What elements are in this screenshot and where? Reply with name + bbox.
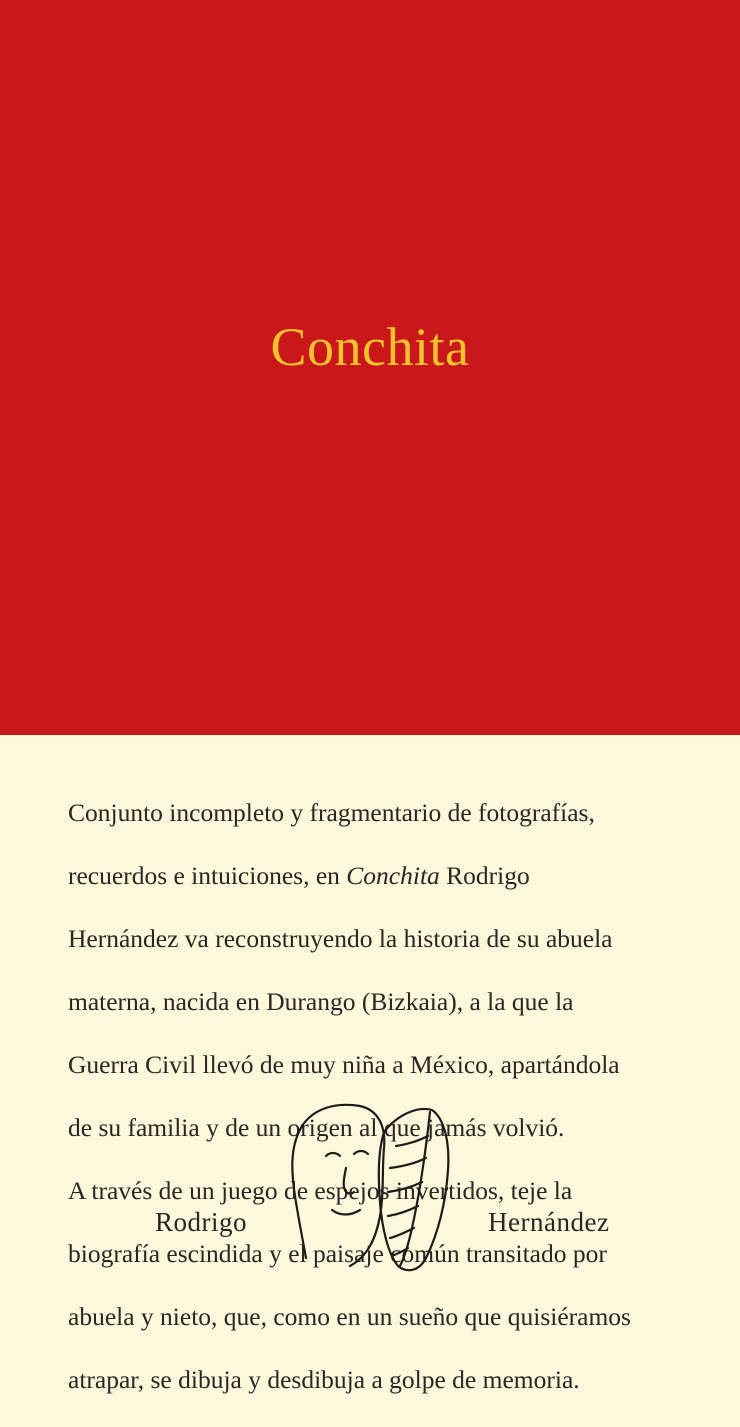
back-cover-blurb bbox=[68, 765, 688, 1427]
blurb-line: recuerdos e intuiciones, en Conchita Rodrigo bbox=[68, 860, 530, 890]
blurb-line: Guerra Civil llevó de muy niña a México, apartándola bbox=[68, 1049, 620, 1079]
blurb-line: abuela y nieto, que, como en un sueño que quisiéramos bbox=[68, 1301, 631, 1331]
book-title: Conchita bbox=[270, 317, 470, 377]
blurb-title-italic: Conchita bbox=[346, 860, 440, 890]
blurb-line: atrapar, se dibuja y desdibuja a golpe de memoria. bbox=[68, 1364, 580, 1394]
blurb-line: Hernández va reconstruyendo la historia de su abuela bbox=[68, 923, 613, 953]
blurb-line: biografía escindida y el paisaje común transitado por bbox=[68, 1238, 607, 1268]
author-first-name: Rodrigo bbox=[155, 1207, 248, 1237]
blurb-line: de su familia y de un origen al que jamás volvió. bbox=[68, 1112, 565, 1142]
blurb-line: Conjunto incompleto y fragmentario de fotografías, bbox=[68, 797, 595, 827]
author-last-name: Hernández bbox=[488, 1207, 610, 1237]
blurb-line: A través de un juego de espejos invertidos, teje la bbox=[68, 1175, 573, 1205]
face-and-leaf-sketch-icon bbox=[280, 1098, 460, 1274]
blurb-line: materna, nacida en Durango (Bizkaia), a la que la bbox=[68, 986, 574, 1016]
